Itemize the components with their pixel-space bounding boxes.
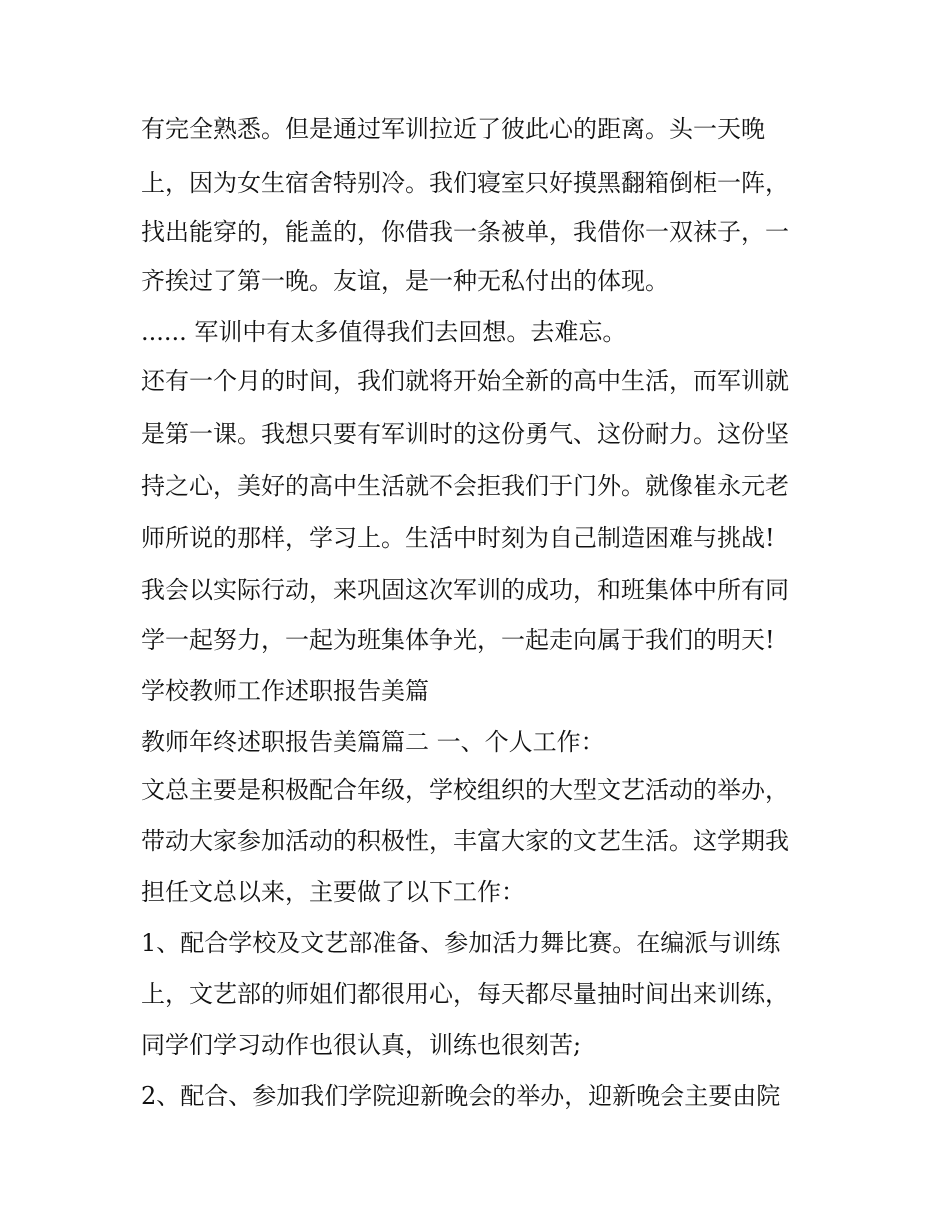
text-line: 找出能穿的，能盖的，你借我一条被单，我借你一双袜子，一 bbox=[141, 218, 789, 246]
text-line: 上，因为女生宿舍特别冷。我们寝室只好摸黑翻箱倒柜一阵， bbox=[141, 169, 789, 197]
text-line: 上，文艺部的师姐们都很用心，每天都尽量抽时间出来训练， bbox=[141, 980, 789, 1008]
text-line: 是第一课。我想只要有军训时的这份勇气、这份耐力。这份坚 bbox=[141, 420, 789, 448]
text-line: 还有一个月的时间，我们就将开始全新的高中生活，而军训就 bbox=[141, 367, 789, 395]
text-line: ...... 军训中有太多值得我们去回想。去难忘。 bbox=[141, 318, 627, 346]
text-line: 我会以实际行动，来巩固这次军训的成功，和班集体中所有同 bbox=[141, 576, 789, 604]
list-item: 2、配合、参加我们学院迎新晚会的举办，迎新晚会主要由院 bbox=[141, 1082, 781, 1110]
section-heading: 学校教师工作述职报告美篇 bbox=[141, 677, 429, 705]
text-line: 有完全熟悉。但是通过军训拉近了彼此心的距离。头一天晚 bbox=[141, 115, 765, 143]
text-line: 齐挨过了第一晚。友谊，是一种无私付出的体现。 bbox=[141, 267, 669, 295]
list-item: 1、配合学校及文艺部准备、参加活力舞比赛。在编派与训练 bbox=[141, 929, 781, 957]
text-line: 同学们学习动作也很认真，训练也很刻苦; bbox=[141, 1031, 582, 1059]
text-line: 担任文总以来，主要做了以下工作： bbox=[141, 878, 525, 906]
text-line: 文总主要是积极配合年级，学校组织的大型文艺活动的举办， bbox=[141, 776, 789, 804]
section-subheading: 教师年终述职报告美篇篇二 一、个人工作： bbox=[141, 728, 605, 756]
text-line: 师所说的那样，学习上。生活中时刻为自己制造困难与挑战! bbox=[141, 524, 775, 552]
text-line: 带动大家参加活动的积极性，丰富大家的文艺生活。这学期我 bbox=[141, 827, 789, 855]
text-line: 学一起努力，一起为班集体争光，一起走向属于我们的明天! bbox=[141, 626, 775, 654]
text-line: 持之心，美好的高中生活就不会拒我们于门外。就像崔永元老 bbox=[141, 472, 789, 500]
